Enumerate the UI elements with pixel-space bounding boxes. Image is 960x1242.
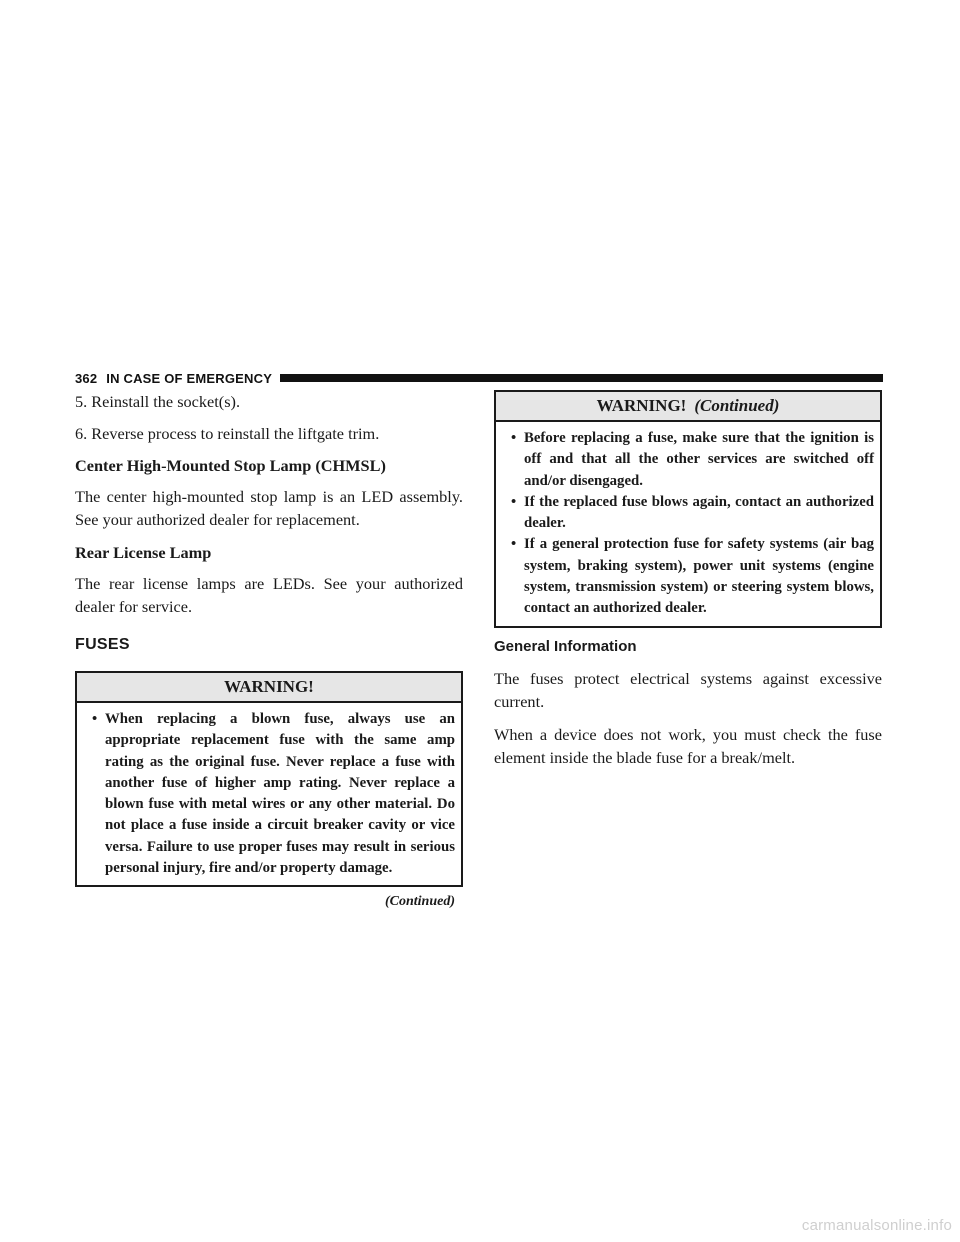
fuses-section-title: FUSES <box>75 636 130 653</box>
general-info-paragraph: The fuses protect electrical systems against excessive current. <box>494 668 882 711</box>
watermark: carmanualsonline.info <box>801 1217 952 1234</box>
chmsl-heading: Center High-Mounted Stop Lamp (CHMSL) <box>75 456 386 475</box>
general-info-paragraph: When a device does not work, you must check the fuse element inside the blade fuse for a break/melt. <box>494 724 882 767</box>
warning-box <box>75 671 463 887</box>
right-column <box>494 390 882 779</box>
warning-item <box>83 709 455 879</box>
general-info-heading: General Information <box>494 637 637 655</box>
warning-item <box>502 492 874 535</box>
bullet-icon: • <box>92 711 98 727</box>
step-5: 5. Reinstall the socket(s). <box>75 392 241 411</box>
warning-list <box>77 703 461 885</box>
header-rule <box>280 374 883 382</box>
warning-title <box>77 673 461 703</box>
warning-continued-title-text: WARNING! <box>596 396 687 415</box>
warning-item <box>502 428 874 492</box>
bullet-icon: • <box>511 536 517 553</box>
warning-item-text: If the replaced fuse blows again, contact an authorized dealer. <box>524 493 874 532</box>
bullet-icon: • <box>511 430 517 446</box>
page-number: 362 <box>75 370 98 386</box>
warning-title-text: WARNING! <box>224 677 314 696</box>
bullet-icon: • <box>511 493 517 510</box>
left-column <box>75 390 463 910</box>
warning-continued-list <box>496 422 880 626</box>
warning-item-text: Before replacing a fuse, make sure that the ignition is off and that all the other services are switched off and/or disengaged. <box>524 430 874 489</box>
license-lamp-text: The rear license lamps are LEDs. See your authorized dealer for service. <box>75 574 463 616</box>
warning-item <box>502 534 874 619</box>
warning-continued-box <box>494 390 882 628</box>
warning-continued-title <box>496 392 880 422</box>
step-6: 6. Reverse process to reinstall the liftgate trim. <box>75 424 380 443</box>
warning-item-text: If a general protection fuse for safety systems (air bag system, braking system), power unit systems (engine system, transmission system) or steering system blows, contact an authorized dealer. <box>524 536 874 617</box>
chmsl-text: The center high-mounted stop lamp is an LED assembly. See your authorized dealer for replacement. <box>75 487 463 529</box>
section-name: IN CASE OF EMERGENCY <box>106 370 273 386</box>
continued-note: (Continued) <box>384 894 455 910</box>
license-lamp-heading: Rear License Lamp <box>75 543 212 562</box>
warning-continued-suffix: (Continued) <box>694 396 780 415</box>
warning-item-text: When replacing a blown fuse, always use an appropriate replacement fuse with the same amp rating as the original fuse. Never replace a fuse with another fuse of higher amp rating. Never replace a blown fuse with metal wires or any other material. Do not place a fuse inside a circuit breaker cavity or vice versa. Failure to use proper fuses may result in serious personal injury, fire and/or property damage. <box>105 711 455 877</box>
page-header <box>75 370 883 386</box>
